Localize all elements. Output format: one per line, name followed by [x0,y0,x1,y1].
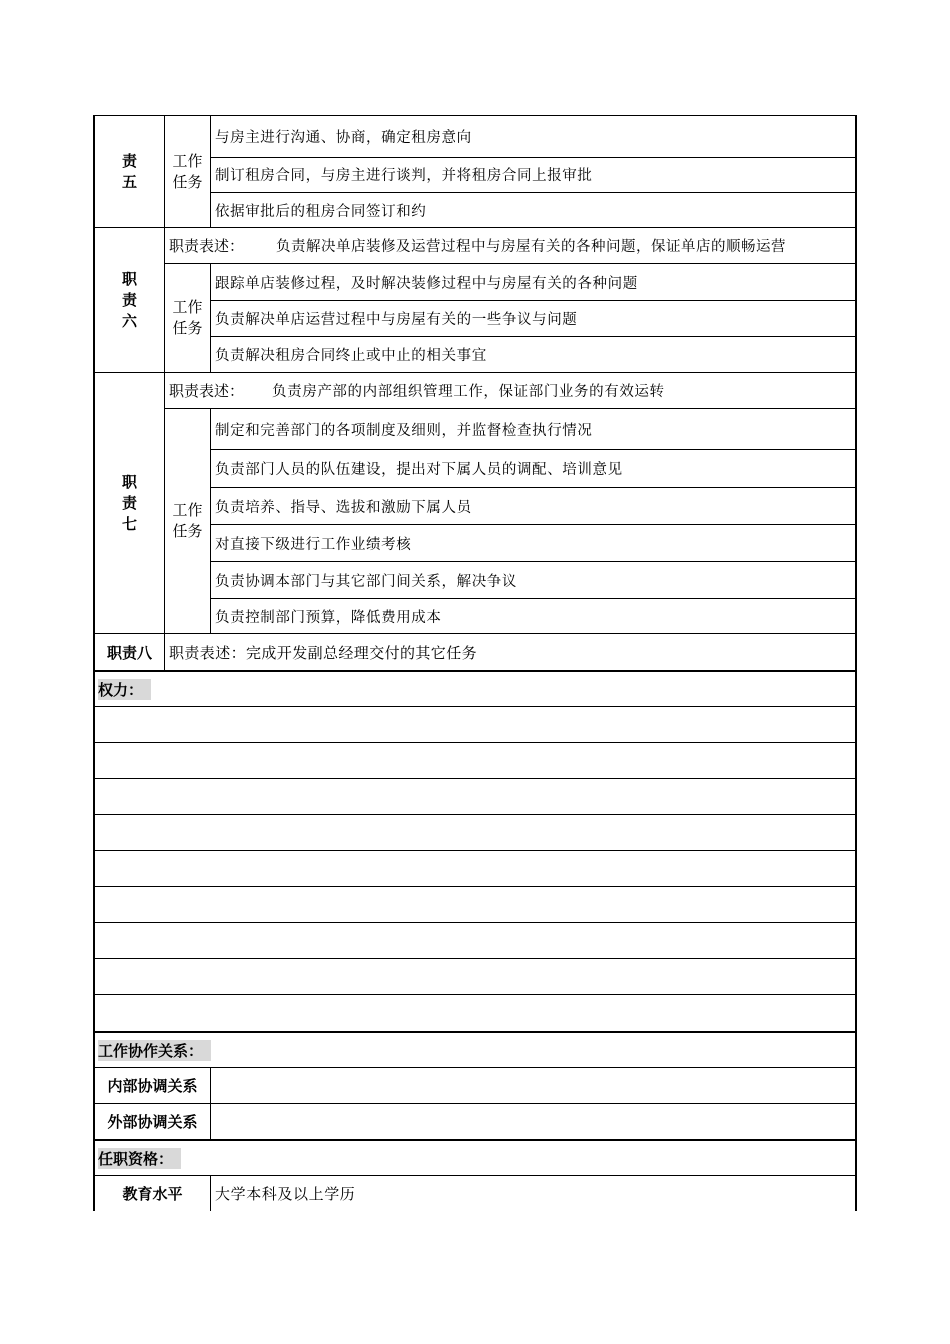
qualification-header [95,1139,855,1175]
internal-coordination-row [95,1067,855,1103]
duty6-title-char: 责 [121,290,137,309]
duty6-statement-row [165,228,855,264]
collaboration-header [95,1031,855,1067]
authority-blank-rows [95,706,855,1031]
duty6-task: 负责解决租房合同终止或中止的相关事宜 [211,336,855,372]
authority-blank-row [95,706,855,742]
statement-label: 职责表述： [169,382,245,400]
authority-blank-row [95,922,855,958]
duty5-work-label [165,116,211,227]
duty6-title-char: 六 [121,311,137,330]
job-description-table [93,115,857,1211]
duty7-title-char: 责 [121,493,137,512]
work-label-line: 工作 [172,298,203,316]
duty5-task: 制订租房合同，与房主进行谈判，并将租房合同上报审批 [211,157,855,193]
duty6-title-char: 职 [121,269,137,288]
duty5-title [95,116,165,227]
duty7-task: 负责协调本部门与其它部门间关系，解决争议 [211,561,855,598]
duty7-task: 负责培养、指导、选拔和激励下属人员 [211,487,855,524]
authority-blank-row [95,742,855,778]
duty8-title: 职责八 [95,634,165,670]
duty5-title-char: 责 [121,151,137,170]
qualification-label: 任职资格： [98,1148,181,1169]
work-label-line: 工作 [172,151,203,170]
duty6-work-label [165,264,211,372]
education-label: 教育水平 [95,1176,211,1211]
education-row [95,1175,855,1211]
external-coordination-label: 外部协调关系 [95,1104,211,1139]
duty6-task-list [211,264,855,372]
authority-blank-row [95,850,855,886]
duty8-section [95,633,855,670]
duty7-task: 对直接下级进行工作业绩考核 [211,524,855,561]
duty7-work-label [165,409,211,633]
duty6-task: 负责解决单店运营过程中与房屋有关的一些争议与问题 [211,300,855,336]
work-label-line: 任务 [172,172,203,191]
work-label-line: 任务 [172,319,203,337]
duty7-section [95,372,855,633]
duty7-task-list [211,409,855,633]
external-coordination-value [211,1104,855,1139]
duty7-task: 制定和完善部门的各项制度及细则，并监督检查执行情况 [215,422,593,439]
duty8-statement: 职责表述：完成开发副总经理交付的其它任务 [169,643,478,662]
duty7-statement-row [165,373,855,409]
duty5-task-list [211,116,855,227]
external-coordination-row [95,1103,855,1139]
collaboration-label: 工作协作关系： [98,1040,211,1061]
duty7-statement: 负责房产部的内部组织管理工作，保证部门业务的有效运转 [272,384,665,400]
duty6-task: 跟踪单店装修过程，及时解决装修过程中与房屋有关的各种问题 [215,275,638,292]
duty7-title [95,373,165,633]
internal-coordination-label: 内部协调关系 [95,1068,211,1103]
authority-blank-row [95,886,855,922]
authority-blank-row [95,994,855,1031]
duty5-task: 依据审批后的租房合同签订和约 [211,192,855,227]
duty7-task: 负责部门人员的队伍建设，提出对下属人员的调配、培训意见 [211,449,855,487]
duty6-title [95,228,165,372]
duty7-task: 负责控制部门预算，降低费用成本 [211,598,855,633]
duty5-section [95,115,855,227]
authority-blank-row [95,814,855,850]
duty6-section [95,227,855,372]
authority-blank-row [95,778,855,814]
statement-label: 职责表述： [169,237,245,255]
duty5-task: 与房主进行沟通、协商，确定租房意向 [215,129,472,146]
authority-blank-row [95,958,855,994]
duty6-statement: 负责解决单店装修及运营过程中与房屋有关的各种问题，保证单店的顺畅运营 [276,239,787,255]
education-value: 大学本科及以上学历 [215,1185,356,1203]
duty7-title-char: 职 [121,472,137,491]
work-label-line: 工作 [172,501,203,519]
duty5-title-char: 五 [121,172,137,191]
authority-header [95,670,855,706]
internal-coordination-value [211,1068,855,1103]
authority-label: 权力： [98,679,151,700]
work-label-line: 任务 [172,522,203,540]
duty7-title-char: 七 [121,514,137,533]
